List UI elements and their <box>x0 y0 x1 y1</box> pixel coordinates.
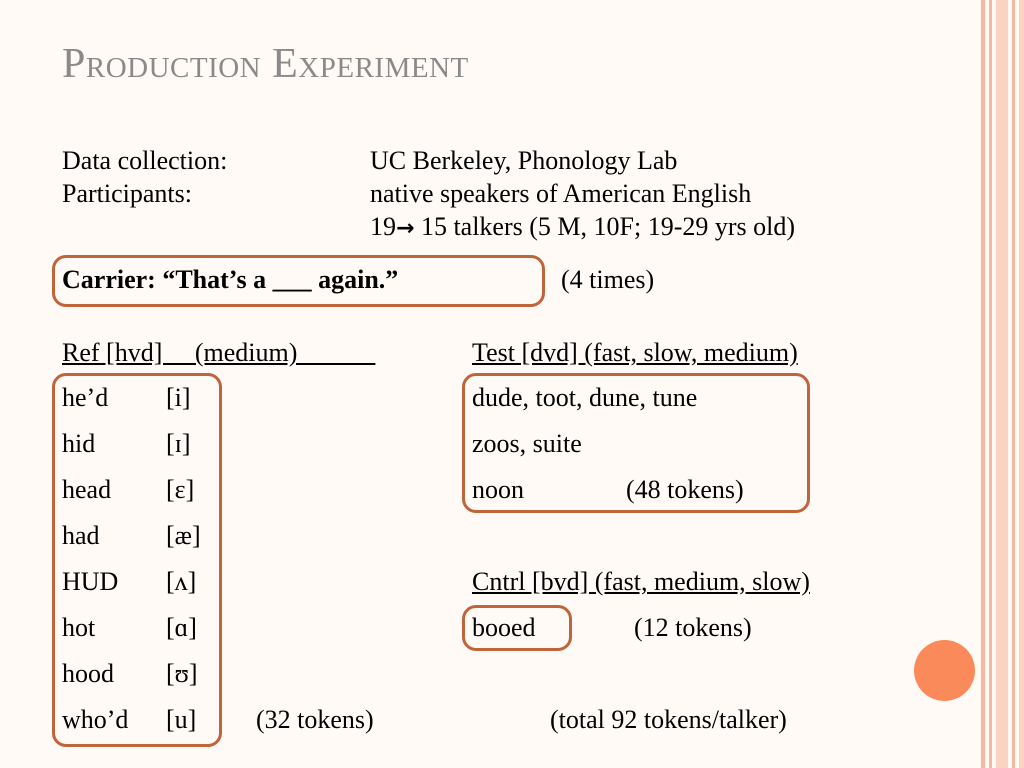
slide-title: Production Experiment <box>62 41 469 87</box>
data-collection-label: Data collection: <box>62 146 228 175</box>
ref-vowel: [ʊ] <box>166 659 198 688</box>
decor-stripe <box>1019 0 1024 768</box>
ref-word: hood <box>62 659 114 688</box>
talkers-rest: 15 talkers (5 M, 10F; 19-29 yrs old) <box>414 212 796 241</box>
ref-vowel: [i] <box>166 383 191 412</box>
decor-stripe <box>981 0 985 768</box>
ref-vowel: [ɑ] <box>166 613 197 642</box>
test-header: Test [dvd] (fast, slow, medium) <box>472 338 798 367</box>
control-word: booed <box>472 613 536 642</box>
test-line: zoos, suite <box>472 429 582 458</box>
carrier-times: (4 times) <box>561 265 655 294</box>
ref-vowel: [ɪ] <box>166 429 191 458</box>
ref-vowel: [u] <box>166 705 197 734</box>
decor-circle <box>914 640 975 701</box>
test-tokens: (48 tokens) <box>626 475 744 504</box>
ref-tokens: (32 tokens) <box>256 705 374 734</box>
ref-vowel: [ʌ] <box>166 567 197 596</box>
ref-word: head <box>62 475 112 504</box>
decor-stripe <box>1012 0 1015 768</box>
control-header: Cntrl [bvd] (fast, medium, slow) <box>472 567 810 596</box>
arrow-right-icon: → <box>396 216 415 241</box>
ref-word: he’d <box>62 383 109 412</box>
participants-label: Participants: <box>62 179 192 208</box>
data-collection-value: UC Berkeley, Phonology Lab <box>370 146 678 175</box>
ref-vowel: [ɛ] <box>166 475 195 504</box>
carrier-phrase: Carrier: “That’s a ___ again.” <box>62 265 399 294</box>
participants-value: native speakers of American English <box>370 179 752 208</box>
talkers-from: 19 <box>370 212 396 241</box>
ref-word: had <box>62 521 100 550</box>
ref-word: who’d <box>62 705 129 734</box>
ref-vowel: [æ] <box>166 521 201 550</box>
test-word-noon: noon <box>472 475 524 504</box>
ref-header: Ref [hvd] (medium) <box>62 338 376 367</box>
decor-stripe <box>996 0 1008 768</box>
total-tokens: (total 92 tokens/talker) <box>550 705 787 734</box>
decor-stripe <box>989 0 992 768</box>
ref-word: HUD <box>62 567 119 596</box>
ref-word: hid <box>62 429 96 458</box>
test-line: dude, toot, dune, tune <box>472 383 698 412</box>
talkers-line <box>370 212 795 244</box>
control-tokens: (12 tokens) <box>634 613 752 642</box>
ref-word: hot <box>62 613 96 642</box>
